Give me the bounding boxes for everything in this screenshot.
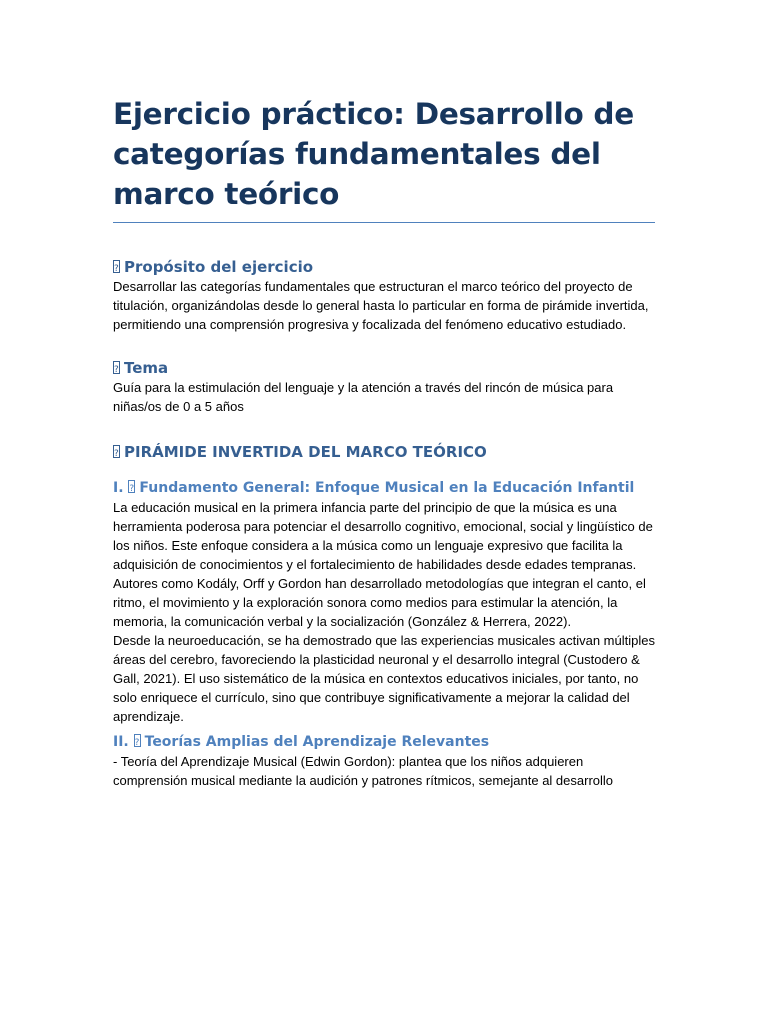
document-page: [113, 94, 655, 790]
heading-proposito: [113, 257, 655, 277]
heading-proposito-text: Propósito del ejercicio: [124, 258, 314, 276]
heading-piramide: [113, 442, 655, 462]
section-teorias: [113, 732, 655, 790]
paragraph-fundamento-3: Desde la neuroeducación, se ha demostrado que las experiencias musicales activan múltiples áreas del cerebro, favoreciendo la plasticidad neuronal y el desarrollo integral (Custodero & Gall, 2021). El uso sistemático de la música en contextos educativos iniciales, por tanto, no solo enriquece el currículo, sino que contribuye significativamente a mejorar la calidad del aprendizaje.: [113, 633, 655, 724]
paragraph-fundamento-1: La educación musical en la primera infancia parte del principio de que la música es una herramienta poderosa para potenciar el desarrollo cognitivo, emocional, social y lingüístico de los niños. Este enfoque considera a la música como un lenguaje expresivo que facilita la adquisición de conocimientos y el fortalecimiento de habilidades desde edades tempranas.: [113, 500, 653, 572]
section-piramide: [113, 442, 655, 462]
heading-tema-text: Tema: [124, 359, 169, 377]
section-tema: [113, 358, 655, 416]
missing-glyph-icon: [113, 260, 120, 273]
missing-glyph-icon: [128, 480, 135, 493]
section-fundamento: [113, 478, 655, 726]
heading-fundamento-prefix: I.: [113, 480, 124, 496]
paragraph-proposito: Desarrollar las categorías fundamentales que estructuran el marco teórico del proyecto de titulación, organizándolas desde lo general hasta lo particular en forma de pirámide invertida, permitiendo una comprensión progresiva y focalizada del fenómeno educativo estudiado.: [113, 279, 649, 332]
missing-glyph-icon: [113, 361, 120, 374]
missing-glyph-icon: [134, 734, 141, 747]
heading-teorias: [113, 732, 655, 752]
paragraph-tema: Guía para la estimulación del lenguaje y la atención a través del rincón de música para niñas/os de 0 a 5 años: [113, 380, 614, 414]
heading-teorias-text: Teorías Amplias del Aprendizaje Relevantes: [144, 734, 490, 750]
paragraph-teorias: - Teoría del Aprendizaje Musical (Edwin Gordon): plantea que los niños adquieren comprensión musical mediante la audición y patrones rítmicos, semejante al desarrollo: [113, 754, 614, 788]
heading-fundamento: [113, 478, 655, 498]
heading-piramide-text: PIRÁMIDE INVERTIDA DEL MARCO TEÓRICO: [124, 443, 487, 461]
paragraph-fundamento-2: Autores como Kodály, Orff y Gordon han desarrollado metodologías que integran el canto, el ritmo, el movimiento y la exploración sonora como medios para estimular la atención, la memoria, la comunicación verbal y la socialización (González & Herrera, 2022).: [113, 576, 646, 629]
document-title: Ejercicio práctico: Desarrollo de categorías fundamentales del marco teórico: [113, 94, 655, 223]
heading-fundamento-text: Fundamento General: Enfoque Musical en la Educación Infantil: [139, 480, 635, 496]
missing-glyph-icon: [113, 445, 120, 458]
heading-teorias-prefix: II.: [113, 734, 129, 750]
section-proposito: [113, 257, 655, 334]
heading-tema: [113, 358, 655, 378]
